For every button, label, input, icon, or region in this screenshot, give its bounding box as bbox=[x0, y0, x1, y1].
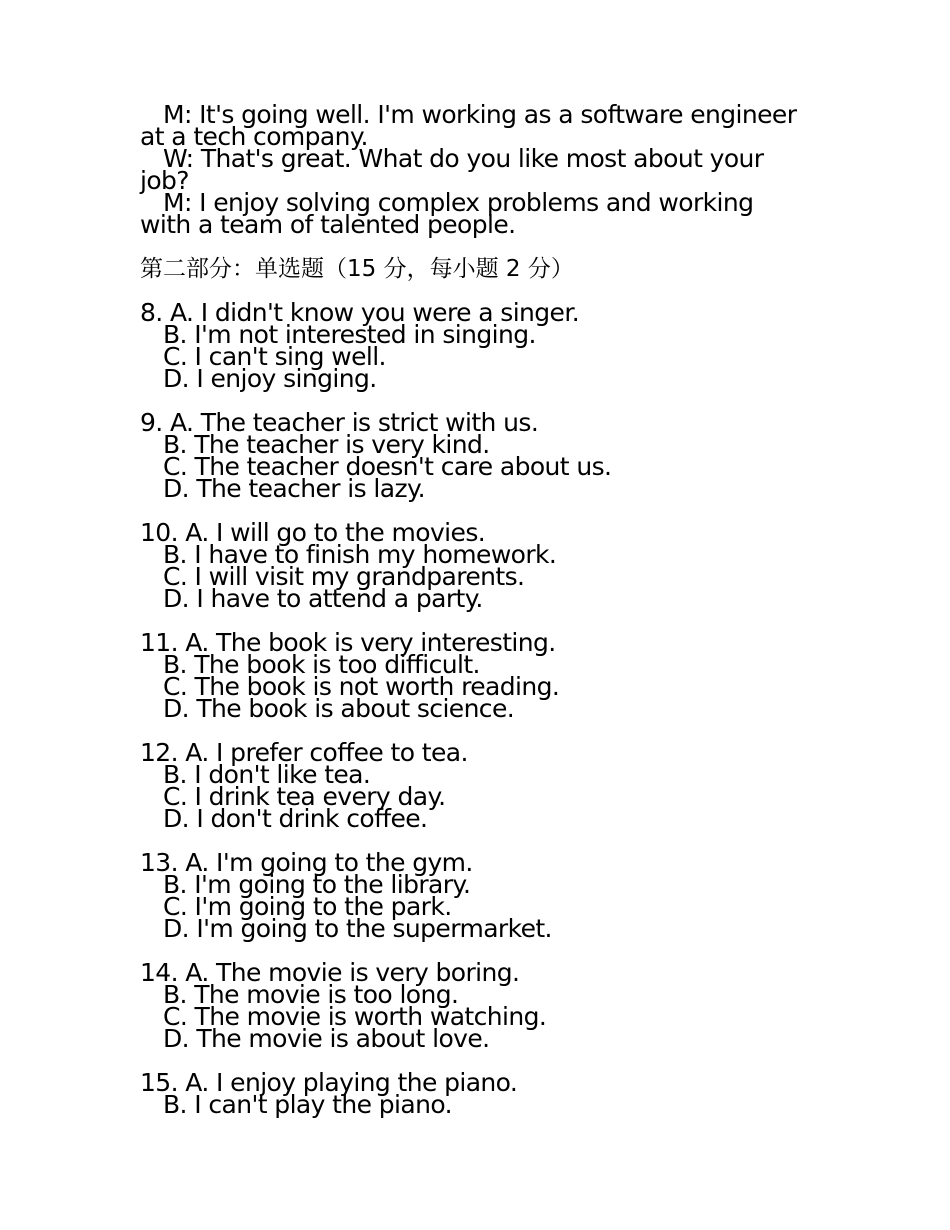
question-option: B. I have to finish my homework. bbox=[163, 540, 557, 569]
question-option: B. The movie is too long. bbox=[163, 980, 459, 1009]
dialogue-block bbox=[140, 100, 840, 239]
dialogue-line: M: I enjoy solving complex problems and working bbox=[163, 188, 754, 217]
question-8 bbox=[140, 298, 840, 393]
question-first-line: 15. A. I enjoy playing the piano. bbox=[140, 1068, 518, 1097]
question-option: D. The teacher is lazy. bbox=[163, 474, 425, 503]
question-option: D. I don't drink coffee. bbox=[163, 804, 428, 833]
question-option: C. The movie is worth watching. bbox=[163, 1002, 547, 1031]
question-option: B. I'm going to the library. bbox=[163, 870, 471, 899]
question-first-line: 9. A. The teacher is strict with us. bbox=[140, 408, 539, 437]
question-10 bbox=[140, 518, 840, 613]
question-option: B. I don't like tea. bbox=[163, 760, 371, 789]
question-option: B. I'm not interested in singing. bbox=[163, 320, 536, 349]
dialogue-line: at a tech company. bbox=[140, 122, 368, 151]
question-option: B. I can't play the piano. bbox=[163, 1090, 452, 1119]
question-12 bbox=[140, 738, 840, 833]
question-11 bbox=[140, 628, 840, 723]
question-15 bbox=[140, 1068, 840, 1119]
question-option: D. I enjoy singing. bbox=[163, 364, 377, 393]
question-option: D. The book is about science. bbox=[163, 694, 515, 723]
section-title: 第二部分：单选题（15 分，每小题 2 分） bbox=[140, 256, 574, 282]
question-option: C. I'm going to the park. bbox=[163, 892, 452, 921]
question-option: C. I drink tea every day. bbox=[163, 782, 446, 811]
question-option: C. I will visit my grandparents. bbox=[163, 562, 525, 591]
question-option: C. The book is not worth reading. bbox=[163, 672, 560, 701]
question-option: B. The book is too difficult. bbox=[163, 650, 480, 679]
dialogue-line: W: That's great. What do you like most about your bbox=[163, 144, 764, 173]
dialogue-line: M: It's going well. I'm working as a software engineer bbox=[163, 100, 797, 129]
question-option: D. I have to attend a party. bbox=[163, 584, 483, 613]
question-9 bbox=[140, 408, 840, 503]
question-first-line: 12. A. I prefer coffee to tea. bbox=[140, 738, 468, 767]
question-first-line: 11. A. The book is very interesting. bbox=[140, 628, 556, 657]
question-option: D. The movie is about love. bbox=[163, 1024, 490, 1053]
question-first-line: 8. A. I didn't know you were a singer. bbox=[140, 298, 580, 327]
question-option: D. I'm going to the supermarket. bbox=[163, 914, 552, 943]
question-option: C. I can't sing well. bbox=[163, 342, 386, 371]
question-first-line: 10. A. I will go to the movies. bbox=[140, 518, 486, 547]
question-first-line: 14. A. The movie is very boring. bbox=[140, 958, 520, 987]
question-option: B. The teacher is very kind. bbox=[163, 430, 490, 459]
question-14 bbox=[140, 958, 840, 1053]
question-first-line: 13. A. I'm going to the gym. bbox=[140, 848, 473, 877]
document-page bbox=[140, 100, 840, 1119]
dialogue-line: with a team of talented people. bbox=[140, 210, 516, 239]
question-13 bbox=[140, 848, 840, 943]
question-option: C. The teacher doesn't care about us. bbox=[163, 452, 612, 481]
dialogue-line: job? bbox=[140, 166, 189, 195]
